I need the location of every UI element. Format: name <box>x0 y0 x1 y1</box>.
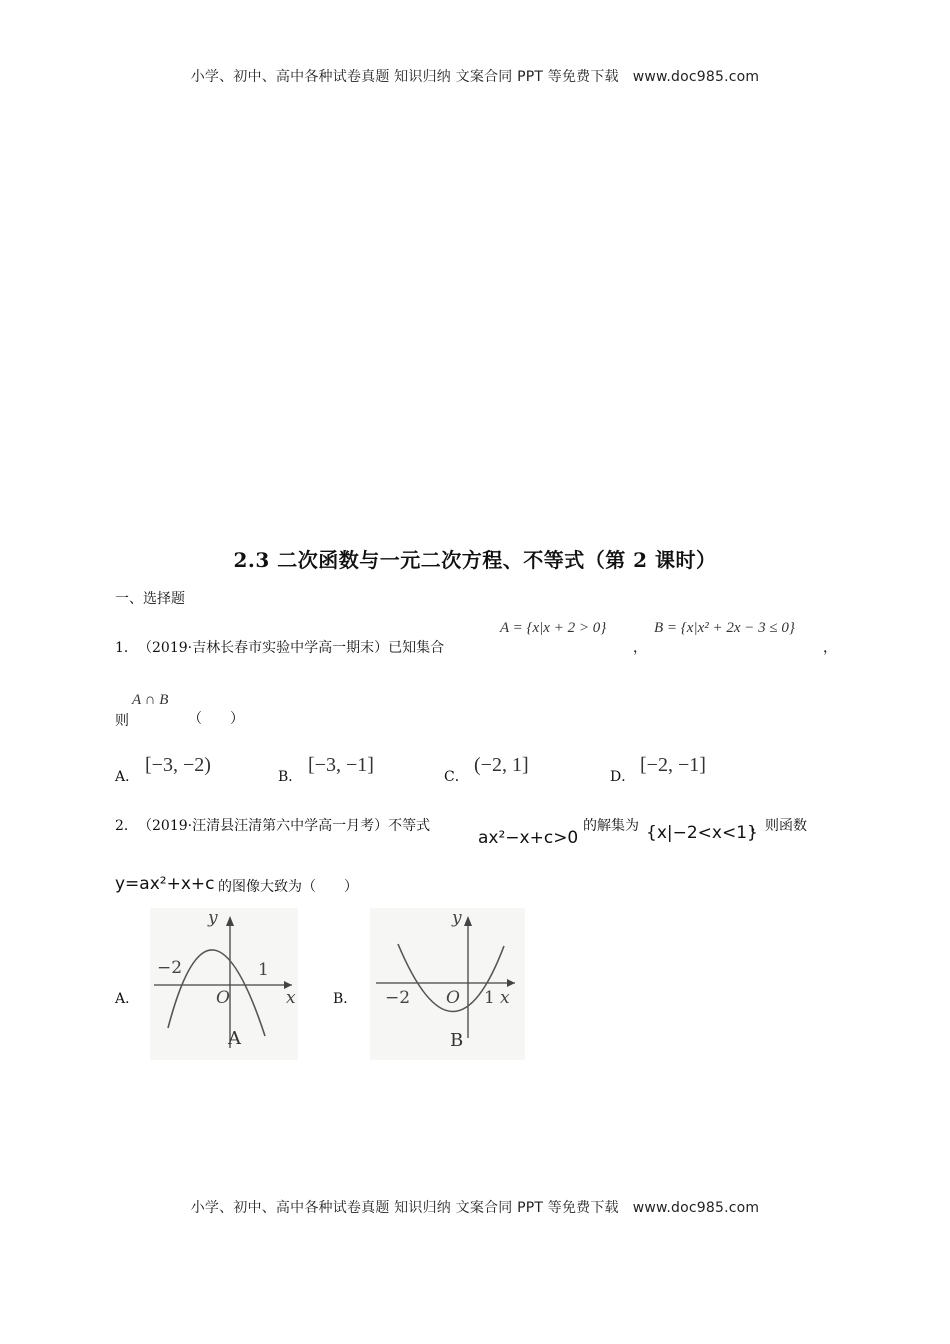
x-axis-label: x <box>500 988 510 1008</box>
q1-expression: A ∩ B <box>132 692 169 708</box>
option-value: (−2, 1] <box>474 754 529 776</box>
upward-parabola-graph <box>370 908 525 1060</box>
q1-comma-1: ， <box>633 640 647 656</box>
option-value: [−2, −1] <box>640 754 706 776</box>
option-value: [−3, −1] <box>308 754 374 776</box>
q1-comma-2: ， <box>823 640 837 656</box>
q2-number: 2． <box>115 818 138 834</box>
q2-function: y=ax²+x+c <box>115 874 215 894</box>
q2-option-b-label[interactable]: B． <box>333 991 358 1007</box>
page-footer: 小学、初中、高中各种试卷真题 知识归纳 文案合同 PPT 等免费下载 www.doc985.com <box>190 1200 760 1216</box>
q1-number: 1． <box>115 640 138 656</box>
page-header: 小学、初中、高中各种试卷真题 知识归纳 文案合同 PPT 等免费下载 www.doc985.com <box>190 69 760 85</box>
origin-label: O <box>446 988 460 1008</box>
origin-label: O <box>216 988 230 1008</box>
q2-inequality: ax²−x+c>0 <box>478 828 579 848</box>
left-root-label: −2 <box>157 958 183 978</box>
q2-option-a-label[interactable]: A． <box>115 991 140 1007</box>
q2-option-b-graph[interactable] <box>370 908 525 1060</box>
downward-parabola-graph <box>150 908 298 1060</box>
q2-mid-text: 的解集为 <box>583 818 639 834</box>
graph-caption: A <box>228 1028 241 1049</box>
option-label: C． <box>444 769 469 785</box>
q1-source: （2019·吉林长春市实验中学高一期末）已知集合 <box>138 640 445 656</box>
option-label: A． <box>115 769 140 785</box>
option-value: [−3, −2) <box>145 754 211 776</box>
x-axis-label: x <box>286 988 296 1008</box>
q2-source: （2019·汪清县汪清第六中学高一月考）不等式 <box>138 818 431 834</box>
right-root-label: 1 <box>484 988 495 1008</box>
option-label: D． <box>610 769 636 785</box>
left-root-label: −2 <box>385 988 411 1008</box>
q1-set-b: B = {x|x² + 2x − 3 ≤ 0} <box>654 620 795 636</box>
y-axis-label: y <box>208 908 218 928</box>
q2-option-a-graph[interactable] <box>150 908 298 1060</box>
q1-then: 则 <box>115 713 129 729</box>
y-axis-label: y <box>452 908 462 928</box>
page-title: 2.3 二次函数与一元二次方程、不等式（第 2 课时） <box>233 548 717 572</box>
q2-solution-set: {x|−2<x<1} <box>646 823 758 843</box>
option-label: B． <box>278 769 303 785</box>
q1-answer-blank: （ ） <box>188 711 244 727</box>
q2-tail-text: ，则函数 <box>751 818 807 834</box>
q1-set-a: A = {x|x + 2 > 0} <box>500 620 607 636</box>
right-root-label: 1 <box>258 960 269 980</box>
graph-caption: B <box>450 1030 464 1051</box>
q2-prompt: 的图像大致为（ ） <box>218 879 358 895</box>
section-heading: 一、选择题 <box>115 591 185 607</box>
